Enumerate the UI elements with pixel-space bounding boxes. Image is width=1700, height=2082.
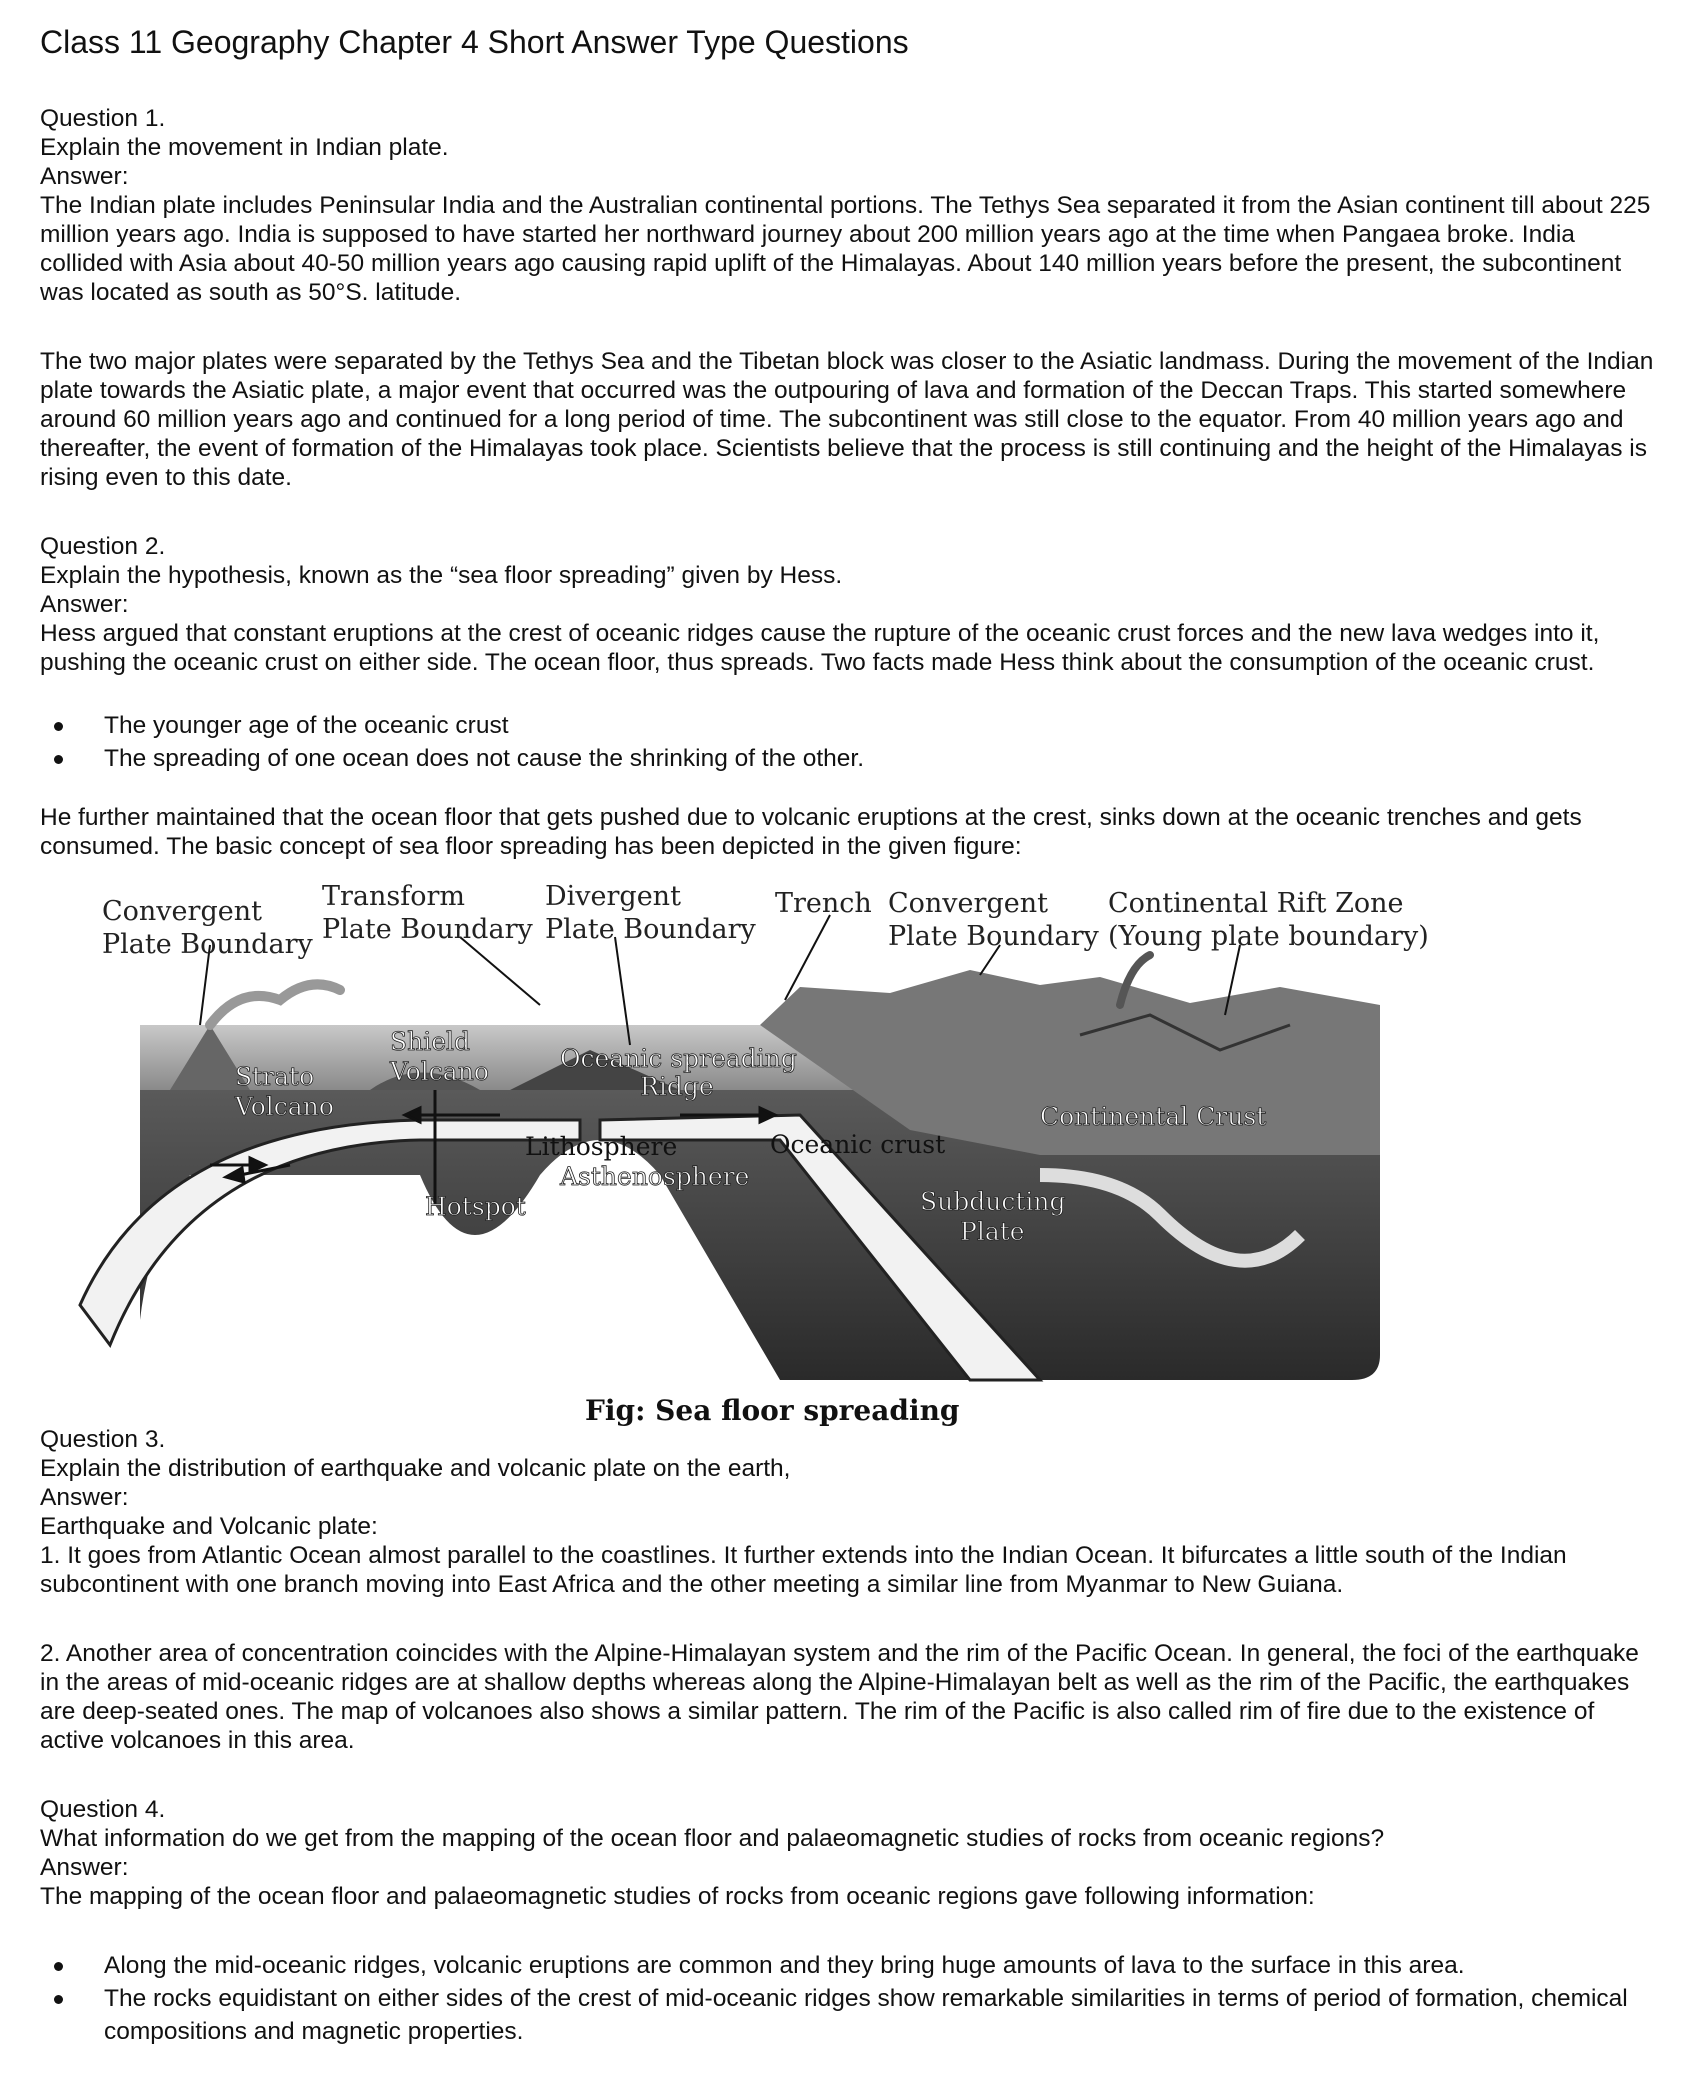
label-convergent-right-2: Plate Boundary: [888, 921, 1099, 952]
question-3-label: Question 3.: [40, 1426, 166, 1453]
label-lithosphere: Lithosphere: [525, 1132, 678, 1161]
strato-volcano-plume: [210, 984, 340, 1025]
figure-caption: Fig: Sea floor spreading: [585, 1394, 960, 1427]
question-1-answer-label: Answer:: [40, 163, 129, 190]
label-convergent-left-1: Convergent: [102, 896, 262, 927]
question-2-answer-label: Answer:: [40, 591, 129, 618]
label-trench: Trench: [775, 888, 872, 919]
question-3-text: Explain the distribution of earthquake and volcanic plate on the earth,: [40, 1455, 791, 1482]
label-convergent-right-1: Convergent: [888, 888, 1048, 919]
question-3-answer-para-1: 1. It goes from Atlantic Ocean almost parallel to the coastlines. It further extends into the Indian Ocean. It bifurcates a little south of the Indian subcontinent with one branch moving into East Africa and the other meeting a similar line from Myanmar to New Guiana.: [40, 1542, 1567, 1598]
question-1-label: Question 1.: [40, 105, 166, 132]
label-shield-1: Shield: [390, 1027, 471, 1056]
question-1-answer-para-1: The Indian plate includes Peninsular India and the Australian continental portions. The Tethys Sea separated it from the Asian continent till about 225 million years ago. India is supposed to have started her northward journey about 200 million years ago at the time when Pangaea broke. India collided with Asia about 40-50 million years ago causing rapid uplift of the Himalayas. About 140 million years before the present, the subcontinent was located as south as 50°S. latitude.: [40, 192, 1651, 306]
list-item: The spreading of one ocean does not cause the shrinking of the other.: [40, 742, 1660, 775]
question-2-bullet-list: [40, 709, 1660, 775]
label-transform-2: Plate Boundary: [322, 914, 533, 945]
question-1-text: Explain the movement in Indian plate.: [40, 134, 449, 161]
question-4-answer-label: Answer:: [40, 1854, 129, 1881]
label-shield-2: Volcano: [390, 1057, 489, 1086]
label-asthenosphere: Asthenosphere: [560, 1162, 750, 1191]
question-3-answer-label: Answer:: [40, 1484, 129, 1511]
question-4-section: [40, 1795, 1660, 2048]
question-2-section: [40, 532, 1660, 861]
label-strato-2: Volcano: [235, 1092, 334, 1121]
question-3-section: [40, 1425, 1660, 1755]
question-2-text: Explain the hypothesis, known as the “sea floor spreading” given by Hess.: [40, 562, 843, 589]
label-continental-crust: Continental Crust: [1040, 1102, 1267, 1131]
label-divergent-2: Plate Boundary: [545, 914, 756, 945]
question-2-label: Question 2.: [40, 533, 166, 560]
label-rift-1: Continental Rift Zone: [1108, 888, 1404, 919]
list-item: The younger age of the oceanic crust: [40, 709, 1660, 742]
question-3-answer-intro: Earthquake and Volcanic plate:: [40, 1513, 378, 1540]
question-4-label: Question 4.: [40, 1796, 166, 1823]
label-convergent-left-2: Plate Boundary: [102, 929, 313, 960]
label-subducting-2: Plate: [960, 1217, 1025, 1246]
question-4-bullet-list: [40, 1949, 1660, 2048]
sea-floor-spreading-figure: [40, 875, 1440, 1435]
label-hotspot: Hotspot: [425, 1192, 526, 1221]
page-title: Class 11 Geography Chapter 4 Short Answer Type Questions: [40, 24, 909, 60]
label-ridge-2: Ridge: [640, 1072, 714, 1101]
list-item: Along the mid-oceanic ridges, volcanic eruptions are common and they bring huge amounts of lava to the surface in this area.: [40, 1949, 1660, 1982]
list-item: The rocks equidistant on either sides of the crest of mid-oceanic ridges show remarkable similarities in terms of period of formation, chemical compositions and magnetic properties.: [40, 1982, 1660, 2048]
label-rift-2: (Young plate boundary): [1108, 921, 1429, 952]
label-strato-1: Strato: [235, 1062, 315, 1091]
question-2-answer-para-1: Hess argued that constant eruptions at the crest of oceanic ridges cause the rupture of the oceanic crust forces and the new lava wedges into it, pushing the oceanic crust on either side. The ocean floor, thus spreads. Two facts made Hess think about the consumption of the oceanic crust.: [40, 620, 1600, 676]
question-1-section: [40, 104, 1660, 492]
question-4-text: What information do we get from the mapping of the ocean floor and palaeomagnetic studies of rocks from oceanic regions?: [40, 1825, 1385, 1852]
label-transform-1: Transform: [322, 881, 466, 912]
label-ridge-1: Oceanic spreading: [560, 1044, 797, 1073]
question-1-answer-para-2: The two major plates were separated by the Tethys Sea and the Tibetan block was closer to the Asiatic landmass. During the movement of the Indian plate towards the Asiatic plate, a major event that occurred was the outpouring of lava and formation of the Deccan Traps. This started somewhere around 60 million years ago and continued for a long period of time. The subcontinent was still close to the equator. From 40 million years ago and thereafter, the event of formation of the Himalayas took place. Scientists believe that the process is still continuing and the height of the Himalayas is rising even to this date.: [40, 348, 1654, 491]
label-subducting-1: Subducting: [920, 1187, 1066, 1216]
question-4-answer-intro: The mapping of the ocean floor and palaeomagnetic studies of rocks from oceanic regions gave following information:: [40, 1883, 1315, 1910]
sea-floor-spreading-diagram: [40, 875, 1440, 1435]
question-3-answer-para-2: 2. Another area of concentration coincides with the Alpine-Himalayan system and the rim of the Pacific Ocean. In general, the foci of the earthquake in the areas of mid-oceanic ridges are at shallow depths whereas along the Alpine-Himalayan belt as well as the rim of the Pacific, the earthquakes are deep-seated ones. The map of volcanoes also shows a similar pattern. The rim of the Pacific is also called rim of fire due to the existence of active volcanoes in this area.: [40, 1640, 1639, 1754]
question-2-answer-para-2: He further maintained that the ocean floor that gets pushed due to volcanic eruptions at the crest, sinks down at the oceanic trenches and gets consumed. The basic concept of sea floor spreading has been depicted in the given figure:: [40, 804, 1582, 860]
label-oceanic-crust: Oceanic crust: [770, 1130, 946, 1159]
label-divergent-1: Divergent: [545, 881, 681, 912]
